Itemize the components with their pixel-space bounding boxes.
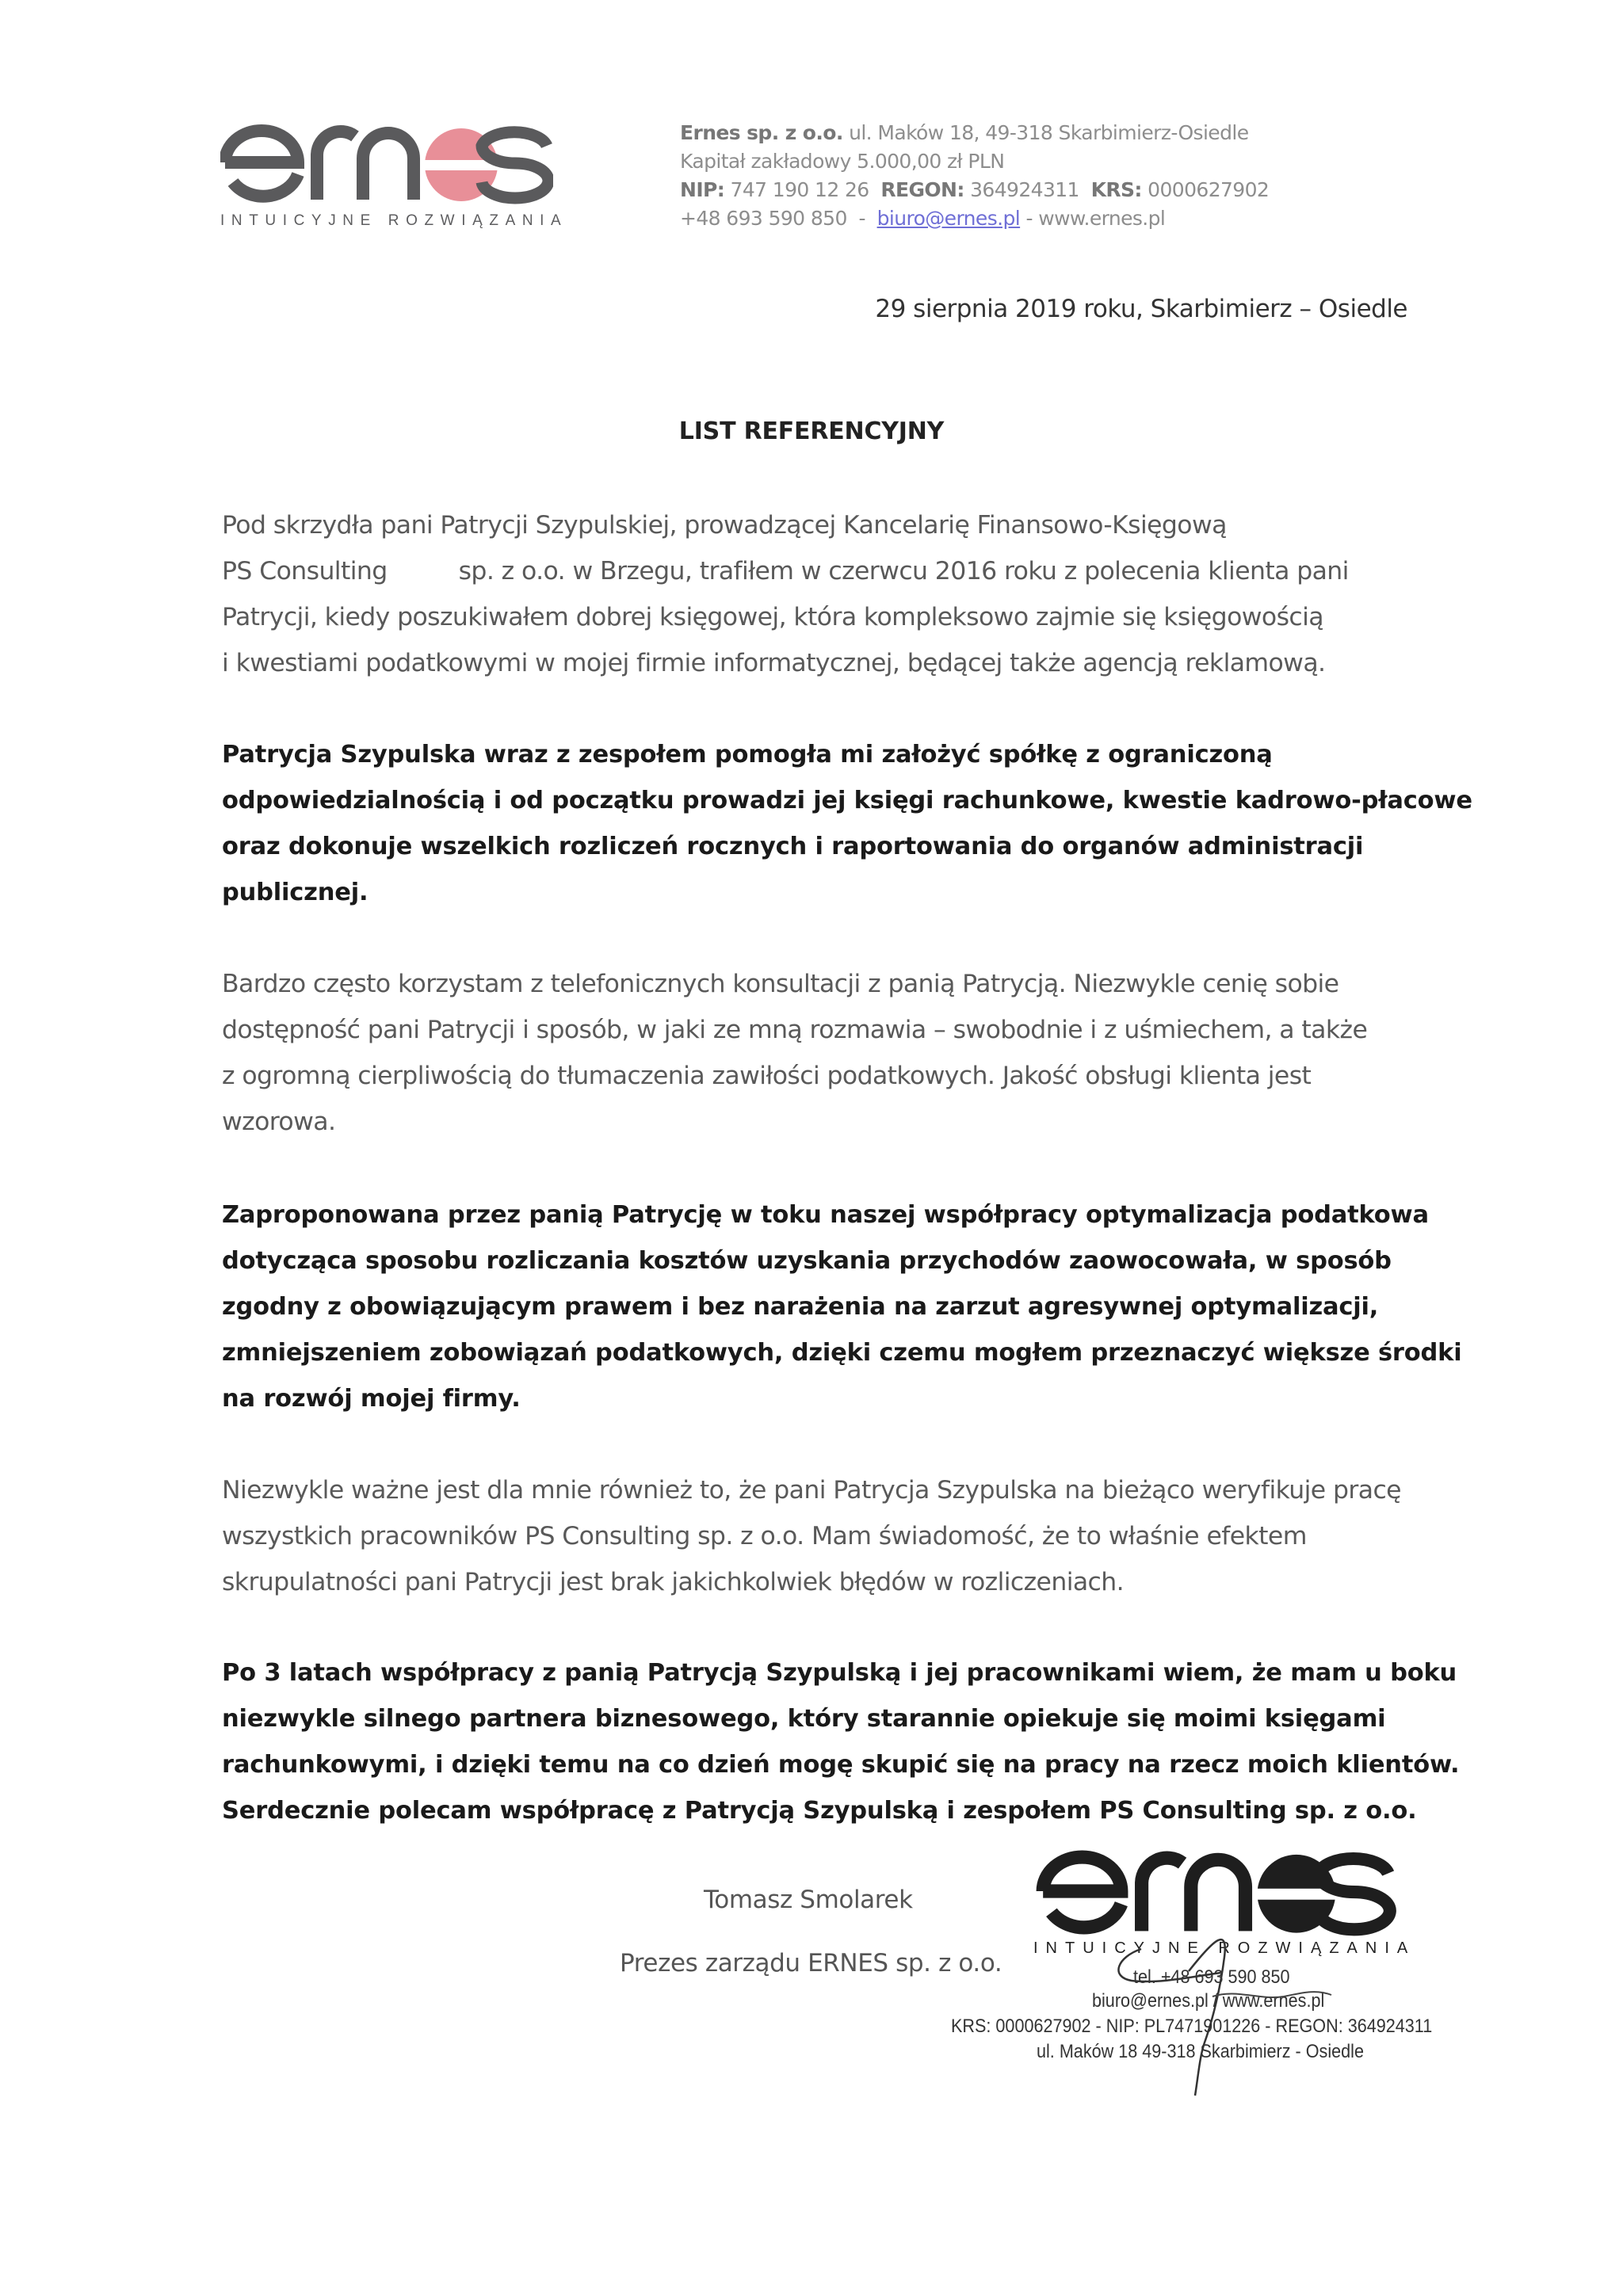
stamp-ids: KRS: 0000627902 - NIP: PL7471901226 - REGON: 364924311 <box>951 2016 1433 2037</box>
paragraph-line-cont: sp. z o.o. w Brzegu, trafiłem w czerwcu 2016 roku z polecenia klienta pani <box>458 557 1349 585</box>
company-capital: Kapitał zakładowy 5.000,00 zł PLN <box>680 150 1005 173</box>
krs-label: KRS: <box>1090 178 1142 201</box>
company-website: www.ernes.pl <box>1038 207 1166 230</box>
paragraph-line: z ogromną cierpliwością do tłumaczenia zawiłości podatkowych. Jakość obsługi klienta jest <box>222 1062 1312 1090</box>
company-ps-consulting: PS Consulting <box>222 557 388 585</box>
stamp-email-web: biuro@ernes.pl / www.ernes.pl <box>1092 1990 1325 2012</box>
nip-value: 747 190 12 26 <box>730 178 869 201</box>
paragraph-line: zmniejszeniem zobowiązań podatkowych, dzięki czemu mogłem przeznaczyć większe środki <box>222 1339 1462 1367</box>
paragraph-2 <box>222 732 1472 916</box>
date-line: 29 sierpnia 2019 roku, Skarbimierz – Osiedle <box>875 295 1407 323</box>
krs-value: 0000627902 <box>1148 178 1270 201</box>
paragraph-line: Niezwykle ważne jest dla mnie również to, że pani Patrycja Szypulska na bieżąco weryfikuje pracę <box>222 1476 1401 1505</box>
nip-label: NIP: <box>680 178 725 201</box>
company-phone: +48 693 590 850 <box>680 207 847 230</box>
stamp-address: ul. Maków 18 49-318 Skarbimierz - Osiedle <box>1037 2041 1364 2062</box>
paragraph-line: na rozwój mojej firmy. <box>222 1385 521 1413</box>
company-logo <box>220 119 568 230</box>
paragraph-4 <box>222 1192 1462 1422</box>
letter-title: LIST REFERENCYJNY <box>678 418 945 445</box>
company-address: ul. Maków 18, 49-318 Skarbimierz-Osiedle <box>849 121 1249 144</box>
paragraph-line: rachunkowymi, i dzięki temu na co dzień mogę skupić się na pracy na rzecz moich klientów. <box>222 1751 1460 1779</box>
paragraph-6 <box>222 1650 1460 1834</box>
signer-role: Prezes zarządu ERNES sp. z o.o. <box>620 1949 1002 1978</box>
paragraph-line: Patrycja Szypulska wraz z zespołem pomogła mi założyć spółkę z ograniczoną <box>222 741 1273 769</box>
paragraph-line: Bardzo często korzystam z telefonicznych konsultacji z panią Patrycją. Niezwykle cenię sobie <box>222 970 1339 998</box>
regon-value: 364924311 <box>970 178 1079 201</box>
paragraph-line: Zaproponowana przez panią Patrycję w toku naszej współpracy optymalizacja podatkowa <box>222 1201 1429 1229</box>
paragraph-line: skrupulatności pani Patrycji jest brak jakichkolwiek błędów w rozliczeniach. <box>222 1568 1125 1596</box>
paragraph-line: Po 3 latach współpracy z panią Patrycją Szypulską i jej pracownikami wiem, że mam u boku <box>222 1659 1457 1687</box>
regon-label: REGON: <box>880 178 964 201</box>
stamp-tagline: INTUICYJNE ROZWIĄZANIA <box>1033 1939 1416 1957</box>
handwritten-signature-icon <box>951 1838 1490 2107</box>
paragraph-line: publicznej. <box>222 879 369 906</box>
company-email-link[interactable]: biuro@ernes.pl <box>876 207 1021 230</box>
paragraph-line: Patrycji, kiedy poszukiwałem dobrej księgowej, która kompleksowo zajmie się księgowością <box>222 603 1323 631</box>
signer-name: Tomasz Smolarek <box>704 1886 913 1914</box>
paragraph-1 <box>222 502 1426 686</box>
paragraph-3 <box>222 961 1426 1145</box>
paragraph-line: dotycząca sposobu rozliczania kosztów uzyskania przychodów zaowocowała, w sposób <box>222 1247 1392 1275</box>
company-stamp <box>951 1838 1490 2107</box>
paragraph-line: wzorowa. <box>222 1108 336 1136</box>
logo-tagline: INTUICYJNE ROZWIĄZANIA <box>220 212 568 229</box>
ernes-logo-icon <box>220 119 553 206</box>
paragraph-line: niezwykle silnego partnera biznesowego, który starannie opiekuje się moimi księgami <box>222 1705 1386 1733</box>
company-info <box>680 119 1269 233</box>
paragraph-5 <box>222 1467 1426 1605</box>
paragraph-line: odpowiedzialnością i od początku prowadzi jej księgi rachunkowe, kwestie kadrowo-płacowe <box>222 787 1472 814</box>
paragraph-line: Serdecznie polecam współpracę z Patrycją Szypulską i zespołem PS Consulting sp. z o.o. <box>222 1797 1417 1825</box>
paragraph-line: wszystkich pracowników PS Consulting sp. z o.o. Mam świadomość, że to właśnie efektem <box>222 1522 1307 1550</box>
company-address-line <box>680 119 1269 147</box>
paragraph-line: oraz dokonuje wszelkich rozliczeń rocznych i raportowania do organów administracji <box>222 833 1364 860</box>
company-contact: +48 693 590 850 - biuro@ernes.pl - www.ernes.pl <box>680 207 1166 230</box>
paragraph-line: dostępność pani Patrycji i sposób, w jaki ze mną rozmawia – swobodnie i z uśmiechem, a także <box>222 1016 1368 1044</box>
paragraph-line: zgodny z obowiązującym prawem i bez narażenia na zarzut agresywnej optymalizacji, <box>222 1293 1379 1321</box>
paragraph-line: i kwestiami podatkowymi w mojej firmie informatycznej, będącej także agencją reklamową. <box>222 649 1326 677</box>
paragraph-line: Pod skrzydła pani Patrycji Szypulskiej, prowadzącej Kancelarię Finansowo-Księgową <box>222 511 1227 540</box>
company-ids <box>680 176 1269 204</box>
company-name: Ernes sp. z o.o. <box>680 121 843 144</box>
paragraph-line <box>222 548 1426 594</box>
stamp-phone: tel. +48 693 590 850 <box>1133 1966 1290 1988</box>
